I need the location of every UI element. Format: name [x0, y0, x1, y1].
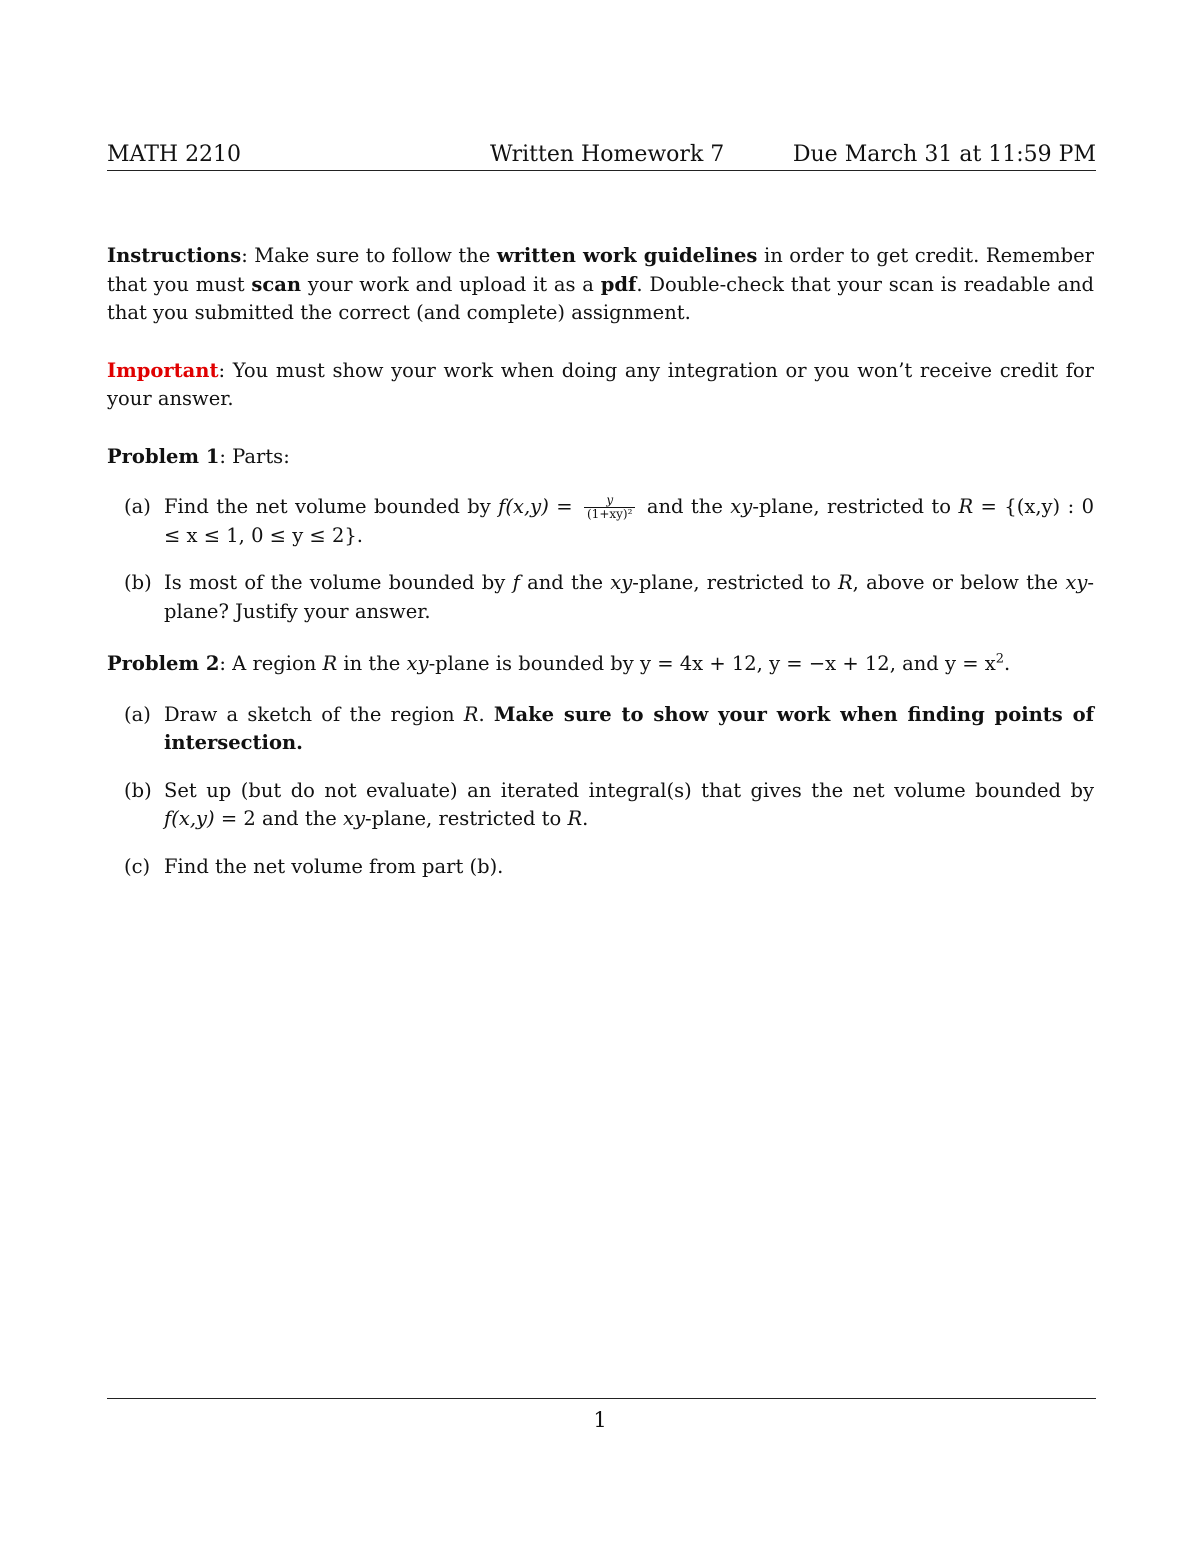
part-text: and the [639, 495, 731, 518]
part-text: Find the net volume from part (b). [164, 854, 504, 878]
function-notation: f(x,y) [164, 807, 215, 830]
xy-variable: xy [730, 495, 753, 518]
part-text: Set up (but do not evaluate) an iterated integral(s) that gives the net volume bounded by [164, 778, 1094, 802]
exponent: 2 [995, 651, 1005, 667]
show-work-emphasis: Make sure to show your work when finding points of intersection. [164, 702, 1094, 754]
course-code: MATH 2210 [107, 142, 242, 167]
part-text: , above or below the [852, 571, 1066, 594]
xy-variable: xy [610, 571, 633, 594]
region-variable: R [463, 702, 479, 726]
important-text: : You must show your work when doing any integration or you won’t receive credit for your answer. [107, 358, 1094, 410]
problem-2-part-b [107, 777, 1094, 834]
assignment-title: Written Homework 7 [490, 142, 725, 167]
part-text: and the [519, 571, 611, 594]
part-text: -plane, restricted to [365, 807, 568, 830]
instructions-paragraph [107, 242, 1094, 328]
part-label: (b) [124, 571, 152, 594]
problem-1-parts [107, 493, 1094, 626]
problem-1-part-b [107, 569, 1094, 626]
region-variable: R [837, 571, 853, 594]
problem-2-text: in the [337, 652, 407, 675]
part-label: (c) [124, 854, 151, 878]
important-label: Important [107, 358, 219, 382]
important-paragraph [107, 357, 1094, 414]
part-text: Draw a sketch of the region [164, 702, 464, 726]
problem-2-heading [107, 650, 1094, 679]
page-number: 1 [593, 1408, 607, 1432]
problem-1-label: Problem 1 [107, 444, 220, 468]
part-label: (b) [124, 778, 152, 802]
part-text: . [478, 702, 494, 726]
due-date: Due March 31 at 11:59 PM [792, 142, 1096, 167]
fraction [584, 494, 635, 521]
instructions-text: in order to get credit. Remember that you must [107, 244, 1094, 296]
region-variable: R [322, 652, 338, 675]
pdf-emphasis: pdf [600, 272, 637, 296]
equals-sign: = [548, 495, 580, 518]
problem-2-parts [107, 701, 1094, 882]
fraction-denominator: (1+xy)² [587, 507, 633, 521]
document-body [107, 242, 1094, 881]
problem-2-part-c [107, 853, 1094, 882]
problem-2-text: : A region [219, 652, 323, 675]
instructions-text: : Make sure to follow the [241, 244, 497, 267]
instructions-text: . Double-check that your scan is readable and that you submitted the correct (and complete) assignment. [107, 272, 1094, 324]
problem-2-label: Problem 2 [107, 652, 220, 675]
page-header [107, 140, 1096, 171]
problem-1-heading [107, 443, 1094, 472]
region-variable: R [567, 807, 583, 830]
region-definition: = {(x,y) : 0 ≤ x ≤ 1, 0 ≤ y ≤ 2}. [164, 495, 1094, 547]
region-variable: R [958, 495, 974, 518]
part-text: -plane, restricted to [752, 495, 959, 518]
function-variable: f [512, 571, 520, 594]
xy-variable: xy [343, 807, 366, 830]
instructions-label: Instructions [107, 244, 242, 267]
problem-1-part-a [107, 493, 1094, 550]
xy-variable: xy [406, 652, 429, 675]
instructions-text: your work and upload it as a [301, 272, 601, 296]
fraction-numerator: y [584, 494, 635, 508]
scan-emphasis: scan [251, 272, 302, 296]
problem-1-intro: : Parts: [219, 444, 290, 468]
guidelines-emphasis: written work guidelines [496, 244, 758, 267]
part-label: (a) [124, 702, 151, 726]
problem-2-text: . [1004, 652, 1011, 675]
part-text: Is most of the volume bounded by [164, 571, 513, 594]
function-notation: f(x,y) [498, 495, 549, 518]
xy-variable: xy [1065, 571, 1088, 594]
part-text: -plane? Justify your answer. [164, 571, 1094, 623]
part-text: Find the net volume bounded by [164, 495, 499, 518]
part-text: = 2 and the [214, 807, 343, 830]
footer-divider [107, 1398, 1096, 1399]
part-label: (a) [124, 495, 151, 518]
part-text: . [582, 807, 589, 830]
part-text: -plane, restricted to [632, 571, 838, 594]
bounding-curves: -plane is bounded by y = 4x + 12, y = −x + 12, and y = x [428, 652, 996, 675]
problem-2-part-a [107, 701, 1094, 758]
